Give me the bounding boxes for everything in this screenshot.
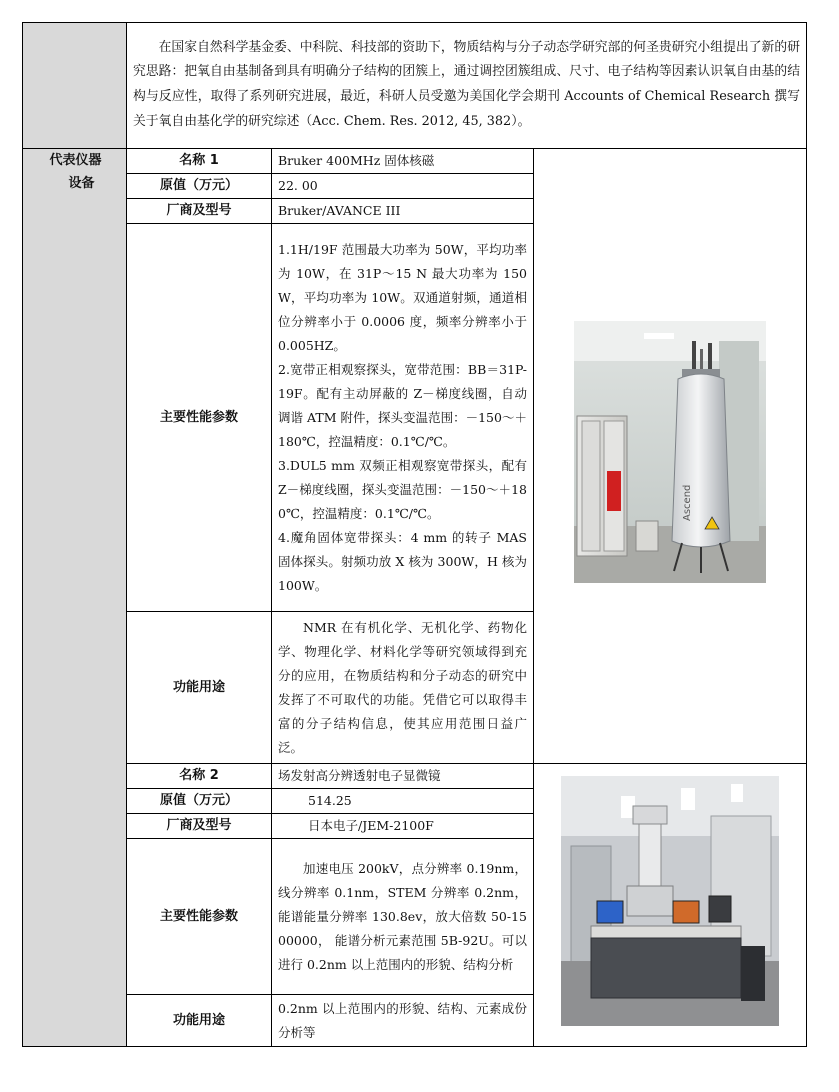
electron-microscope-photo [561,776,779,1026]
category-cell [23,149,127,1047]
usage-2-label: 功能用途 [127,995,272,1047]
instrument-1-params [272,224,534,612]
nmr-spectrometer-photo [574,321,766,583]
intro-side-cell [23,23,127,149]
instrument-2-price: 514.25 [272,789,534,814]
param-item: 3.DUL5 mm 双频正相观察宽带探头，配有 Z－梯度线圈，探头变温范围：－150～＋180℃，控温精度：0.1℃/℃。 [278,457,527,521]
equipment-table [22,22,807,1047]
instrument-2-model: 日本电子/JEM-2100F [272,814,534,839]
params-1-label: 主要性能参数 [127,224,272,612]
svg-text:Ascend: Ascend [682,484,693,521]
param-item: 1.1H/19F 范围最大功率为 50W，平均功率为 10W，在 31P～15 N 最大功率为 150 W，平均功率为 10W。双通道射频，通道相位分辨率小于 0.0006 度，频率分辨率小于 0.005HZ。 [278,241,527,353]
category-line-1: 代表仪器 [49,153,102,168]
model-1-label: 厂商及型号 [127,199,272,224]
param-item: 2.宽带正相观察探头，宽带范围：BB＝31P- 19F。配有主动屏蔽的 Z－梯度线圈，自动调谐 ATM 附件，探头变温范围：－150～＋180℃，控温精度：0.1℃/℃。 [278,361,527,449]
usage-1-label: 功能用途 [127,612,272,764]
params-2-label: 主要性能参数 [127,839,272,995]
instrument-2-usage: 0.2nm 以上范围内的形貌、结构、元素成份分析等 [272,995,534,1047]
intro-paragraph: 在国家自然科学基金委、中科院、科技部的资助下，物质结构与分子动态学研究部的何圣贵研究小组提出了新的研究思路：把氧自由基制备到具有明确分子结构的团簇上，通过调控团簇组成、尺寸、电子结构等因素认识氧自由基的结构与反应性，取得了系列研究进展，最近，科研人员受邀为美国化学会期刊 Accounts of Chemical Research 撰写关于氧自由基化学的研究综述（Acc. Chem. Res. 2012, 45, 382）。 [127,23,807,149]
instrument-1-photo-cell [534,149,807,764]
price-1-label: 原值（万元） [127,174,272,199]
model-2-label: 厂商及型号 [127,814,272,839]
instrument-1-price: 22. 00 [272,174,534,199]
instrument-1-model: Bruker/AVANCE III [272,199,534,224]
instrument-2-params: 加速电压 200kV，点分辨率 0.19nm，线分辨率 0.1nm，STEM 分辨率 0.2nm，能谱能量分辨率 130.8ev，放大倍数 50-1500000， 能谱分析元素范围 5B-92U。可以进行 0.2nm 以上范围内的形貌、结构分析 [272,839,534,995]
instrument-1-usage: NMR 在有机化学、无机化学、药物化学、物理化学、材料化学等研究领域得到充分的应用，在物质结构和分子动态的研究中发挥了不可取代的功能。凭借它可以取得丰富的分子结构信息，使其应用范围日益广泛。 [272,612,534,764]
param-item: 4.魔角固体宽带探头：4 mm 的转子 MAS 固体探头。射频功放 X 核为 300W，H 核为 100W。 [278,529,527,593]
category-line-2: 设备 [68,176,95,191]
name-1-label: 名称 1 [127,149,272,174]
instrument-2-name: 场发射高分辨透射电子显微镜 [272,764,534,789]
name-2-label: 名称 2 [127,764,272,789]
instrument-2-photo-cell [534,764,807,1047]
instrument-1-name: Bruker 400MHz 固体核磁 [272,149,534,174]
price-2-label: 原值（万元） [127,789,272,814]
